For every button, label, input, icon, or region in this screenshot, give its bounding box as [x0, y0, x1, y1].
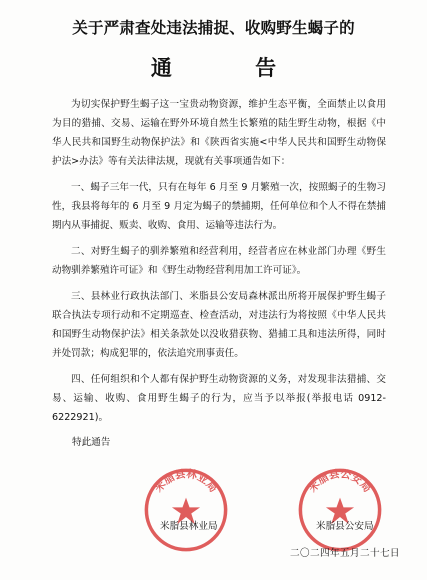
notice-date: 二〇二四年五月二十七日: [290, 548, 400, 559]
notice-paragraph-1: 一、蝎子三年一代，只有在每年 6 月至 9 月繁殖一次，按照蝎子的生物习性，我县将每年的 6 月至 9 月定为蝎子的禁捕期，任何单位和个人不得在禁捕期内从事捕捉、贩卖、收购、食用、运输等违法行为。: [52, 182, 386, 231]
notice-paragraph-intro: 为切实保护野生蝎子这一宝贵动物资源，维护生态平衡，全面禁止以食用为目的猎捕、交易、运输在野外环境自然生长繁殖的陆生野生动物，根据《中华人民共和国野生动物保护法》和《陕西省实施<中华人民共和国野生动物保护法>办法》等有关法律法规，现就有关事项通告如下：: [52, 99, 386, 167]
notice-title: 关于严肃查处违法捕捉、收购野生蝎子的: [72, 19, 355, 37]
signature-forestry: 米脂县林业局: [160, 521, 218, 532]
notice-subtitle: 通 告: [150, 56, 315, 80]
forestry-seal-text: 米脂县林业局: [152, 468, 220, 495]
police-seal-icon: [296, 466, 384, 554]
notice-closing: 特此通告: [72, 437, 111, 448]
notice-paragraph-4: 四、任何组织和个人都有保护野生动物资源的义务，对发现非法猎捕、交易、运输、收购、食用野生蝎子的行为，应当予以举报(举报电话 0912-6222921)。: [52, 374, 386, 423]
forestry-seal-icon: [142, 466, 230, 554]
signature-police: 米脂县公安局: [316, 521, 374, 532]
police-seal-text: 米脂县公安局: [306, 468, 374, 495]
notice-paragraph-3: 三、县林业行政执法部门、米脂县公安局森林派出所将开展保护野生蝎子联合执法专项行动和不定期巡查、检查活动，对违法行为将按照《中华人民共和国野生动物保护法》相关条款处以没收猎获物、猎捕工具和违法所得，同时并处罚款；构成犯罪的，依法追究刑事责任。: [52, 291, 386, 359]
notice-paragraph-2: 二、对野生蝎子的驯养繁殖和经营利用，经营者应在林业部门办理《野生动物驯养繁殖许可证》和《野生动物经营利用加工许可证》。: [52, 246, 386, 276]
